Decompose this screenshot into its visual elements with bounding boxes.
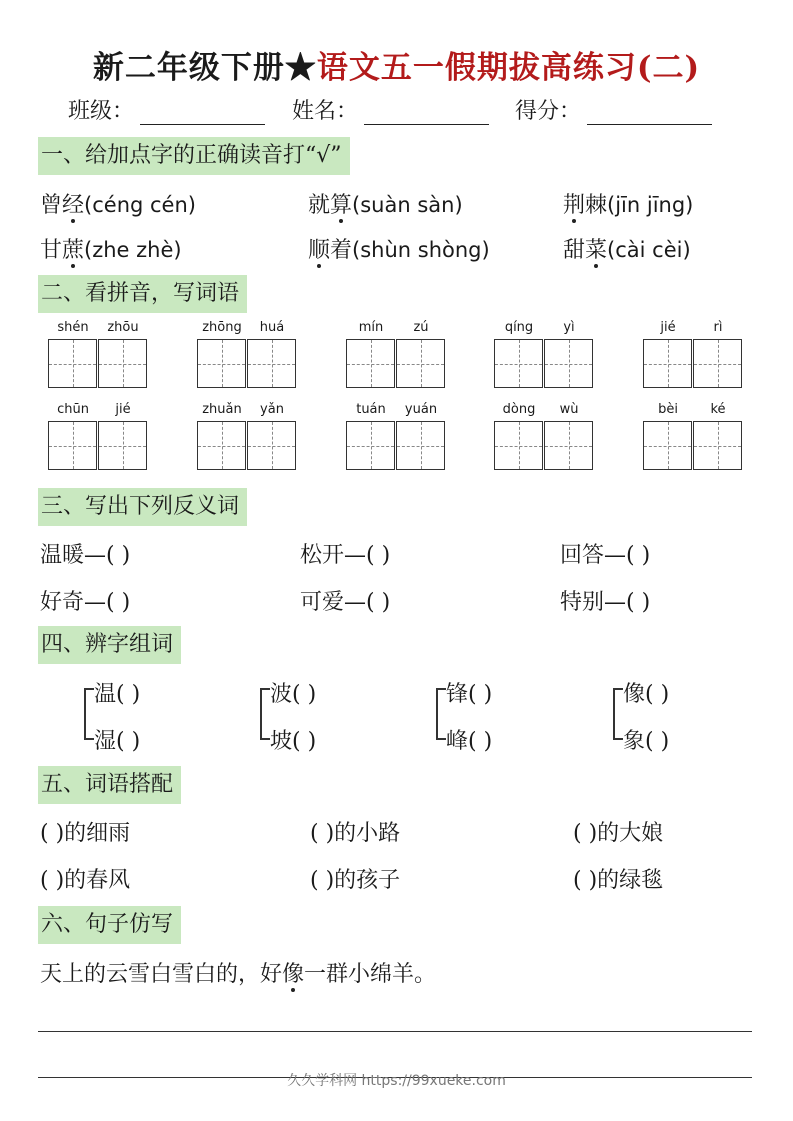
class-blank[interactable] xyxy=(140,104,265,125)
antonym-item[interactable]: 可爱—( ) xyxy=(300,590,391,615)
pinyin-choice-item[interactable] xyxy=(563,188,693,219)
tian-grid-cell[interactable] xyxy=(346,339,395,388)
pinyin-label xyxy=(494,402,596,420)
pinyin-syllable: wù xyxy=(559,402,579,417)
word-group-item[interactable]: 锋( ) xyxy=(446,682,493,707)
name-blank[interactable] xyxy=(364,104,489,125)
dotted-char: 荆 xyxy=(563,188,585,219)
pinyin-label xyxy=(494,320,596,338)
pinyin-choice-item[interactable] xyxy=(40,188,196,219)
pinyin-syllable: zhōng xyxy=(202,320,242,335)
pinyin-options: (zhe zhè) xyxy=(84,238,182,262)
model-sentence xyxy=(40,957,436,988)
bracket xyxy=(260,688,270,740)
section-2-heading: 二、看拼音，写词语 xyxy=(38,275,247,313)
tian-grid-cell[interactable] xyxy=(494,339,543,388)
bracket xyxy=(84,688,94,740)
word-match-item[interactable]: ( )的小路 xyxy=(310,821,401,846)
tian-grid-cell[interactable] xyxy=(48,421,97,470)
antonym-item[interactable]: 松开—( ) xyxy=(300,543,391,568)
tian-grid-cell[interactable] xyxy=(544,339,593,388)
pinyin-choice-item[interactable] xyxy=(308,188,463,219)
pinyin-options: (jīn jīng) xyxy=(607,193,694,217)
item-char: 着 xyxy=(330,238,353,263)
antonym-item[interactable]: 特别—( ) xyxy=(560,590,651,615)
pinyin-syllable: yì xyxy=(563,320,575,335)
class-label: 班级： xyxy=(68,99,135,124)
score-label: 得分： xyxy=(515,99,582,124)
answer-line[interactable] xyxy=(38,1031,752,1032)
pinyin-label xyxy=(48,402,150,420)
word-group-item[interactable]: 波( ) xyxy=(270,682,317,707)
section-5-heading: 五、词语搭配 xyxy=(38,766,181,804)
word-group-item[interactable]: 坡( ) xyxy=(270,729,317,754)
antonym-item[interactable]: 好奇—( ) xyxy=(40,590,131,615)
tian-grid-cell[interactable] xyxy=(247,339,296,388)
pinyin-options: (cài cèi) xyxy=(607,238,691,262)
pinyin-label xyxy=(346,402,448,420)
item-char: 棘 xyxy=(585,193,608,218)
dotted-char: 顺 xyxy=(308,233,330,264)
pinyin-syllable: bèi xyxy=(658,402,678,417)
tian-grid-cell[interactable] xyxy=(544,421,593,470)
score-blank[interactable] xyxy=(587,104,712,125)
section-1-heading: 一、给加点字的正确读音打“√” xyxy=(38,137,350,175)
pinyin-syllable: huá xyxy=(259,320,285,335)
name-field xyxy=(292,94,489,125)
item-char: 曾 xyxy=(40,193,63,218)
tian-grid-cell[interactable] xyxy=(197,339,246,388)
pinyin-label xyxy=(48,320,150,338)
pinyin-label xyxy=(643,402,745,420)
pinyin-syllable: rì xyxy=(713,320,723,335)
tian-grid-cell[interactable] xyxy=(494,421,543,470)
bracket xyxy=(613,688,623,740)
sentence-end: 一群小绵羊。 xyxy=(304,962,437,987)
class-field xyxy=(68,94,265,125)
tian-grid-cell[interactable] xyxy=(197,421,246,470)
dotted-char: 像 xyxy=(282,957,304,988)
pinyin-label xyxy=(197,402,299,420)
sentence-start: 天上的云雪白雪白的，好 xyxy=(40,962,283,987)
word-group-item[interactable]: 像( ) xyxy=(623,682,670,707)
pinyin-syllable: zhuǎn xyxy=(202,402,242,417)
pinyin-syllable: ké xyxy=(710,402,726,417)
tian-grid-cell[interactable] xyxy=(396,339,445,388)
dotted-char: 算 xyxy=(330,188,352,219)
pinyin-options: (shùn shòng) xyxy=(352,238,490,262)
tian-grid-cell[interactable] xyxy=(247,421,296,470)
pinyin-syllable: yǎn xyxy=(260,402,284,417)
word-group-item[interactable]: 象( ) xyxy=(623,729,670,754)
pinyin-syllable: qíng xyxy=(504,320,534,335)
pinyin-syllable: zú xyxy=(413,320,429,335)
pinyin-syllable: tuán xyxy=(356,402,386,417)
dotted-char: 经 xyxy=(62,188,84,219)
pinyin-choice-item[interactable] xyxy=(40,233,182,264)
pinyin-options: (suàn sàn) xyxy=(352,193,463,217)
pinyin-syllable: mín xyxy=(358,320,384,335)
name-label: 姓名： xyxy=(292,99,359,124)
tian-grid-cell[interactable] xyxy=(98,421,147,470)
word-group-item[interactable]: 温( ) xyxy=(94,682,141,707)
antonym-item[interactable]: 回答—( ) xyxy=(560,543,651,568)
title-grade: 新二年级下册★ xyxy=(92,50,317,86)
pinyin-label xyxy=(643,320,745,338)
word-group-item[interactable]: 湿( ) xyxy=(94,729,141,754)
pinyin-syllable: yuán xyxy=(404,402,438,417)
section-4-heading: 四、辨字组词 xyxy=(38,626,181,664)
pinyin-label xyxy=(346,320,448,338)
pinyin-choice-item[interactable] xyxy=(563,233,691,264)
dotted-char: 菜 xyxy=(585,233,607,264)
pinyin-syllable: jié xyxy=(115,402,131,417)
word-group-item[interactable]: 峰( ) xyxy=(446,729,493,754)
pinyin-syllable: shén xyxy=(57,320,89,335)
page-title xyxy=(0,42,793,87)
item-char: 甜 xyxy=(563,238,586,263)
tian-grid-cell[interactable] xyxy=(48,339,97,388)
score-field xyxy=(515,94,712,125)
item-char: 甘 xyxy=(40,238,63,263)
tian-grid-cell[interactable] xyxy=(346,421,395,470)
section-3-heading: 三、写出下列反义词 xyxy=(38,488,247,526)
tian-grid-cell[interactable] xyxy=(98,339,147,388)
bracket xyxy=(436,688,446,740)
tian-grid-cell[interactable] xyxy=(693,339,742,388)
pinyin-choice-item[interactable] xyxy=(308,233,490,264)
word-match-item[interactable]: ( )的大娘 xyxy=(573,821,664,846)
tian-grid-cell[interactable] xyxy=(643,421,692,470)
word-match-item[interactable]: ( )的春风 xyxy=(40,868,131,893)
tian-grid-cell[interactable] xyxy=(396,421,445,470)
dotted-char: 蔗 xyxy=(62,233,84,264)
section-6-heading: 六、句子仿写 xyxy=(38,906,181,944)
watermark: 久久学科网 https://99xueke.com xyxy=(287,1073,506,1089)
pinyin-label xyxy=(197,320,299,338)
pinyin-syllable: zhōu xyxy=(107,320,139,335)
title-subject: 语文五一假期拔高练习(二) xyxy=(316,50,701,86)
word-match-item[interactable]: ( )的细雨 xyxy=(40,821,131,846)
word-match-item[interactable]: ( )的孩子 xyxy=(310,868,401,893)
word-match-item[interactable]: ( )的绿毯 xyxy=(573,868,664,893)
item-char: 就 xyxy=(308,193,331,218)
pinyin-syllable: jié xyxy=(660,320,676,335)
tian-grid-cell[interactable] xyxy=(643,339,692,388)
antonym-item[interactable]: 温暖—( ) xyxy=(40,543,131,568)
tian-grid-cell[interactable] xyxy=(693,421,742,470)
pinyin-options: (céng cén) xyxy=(84,193,196,217)
pinyin-syllable: chūn xyxy=(57,402,89,417)
pinyin-syllable: dòng xyxy=(502,402,536,417)
